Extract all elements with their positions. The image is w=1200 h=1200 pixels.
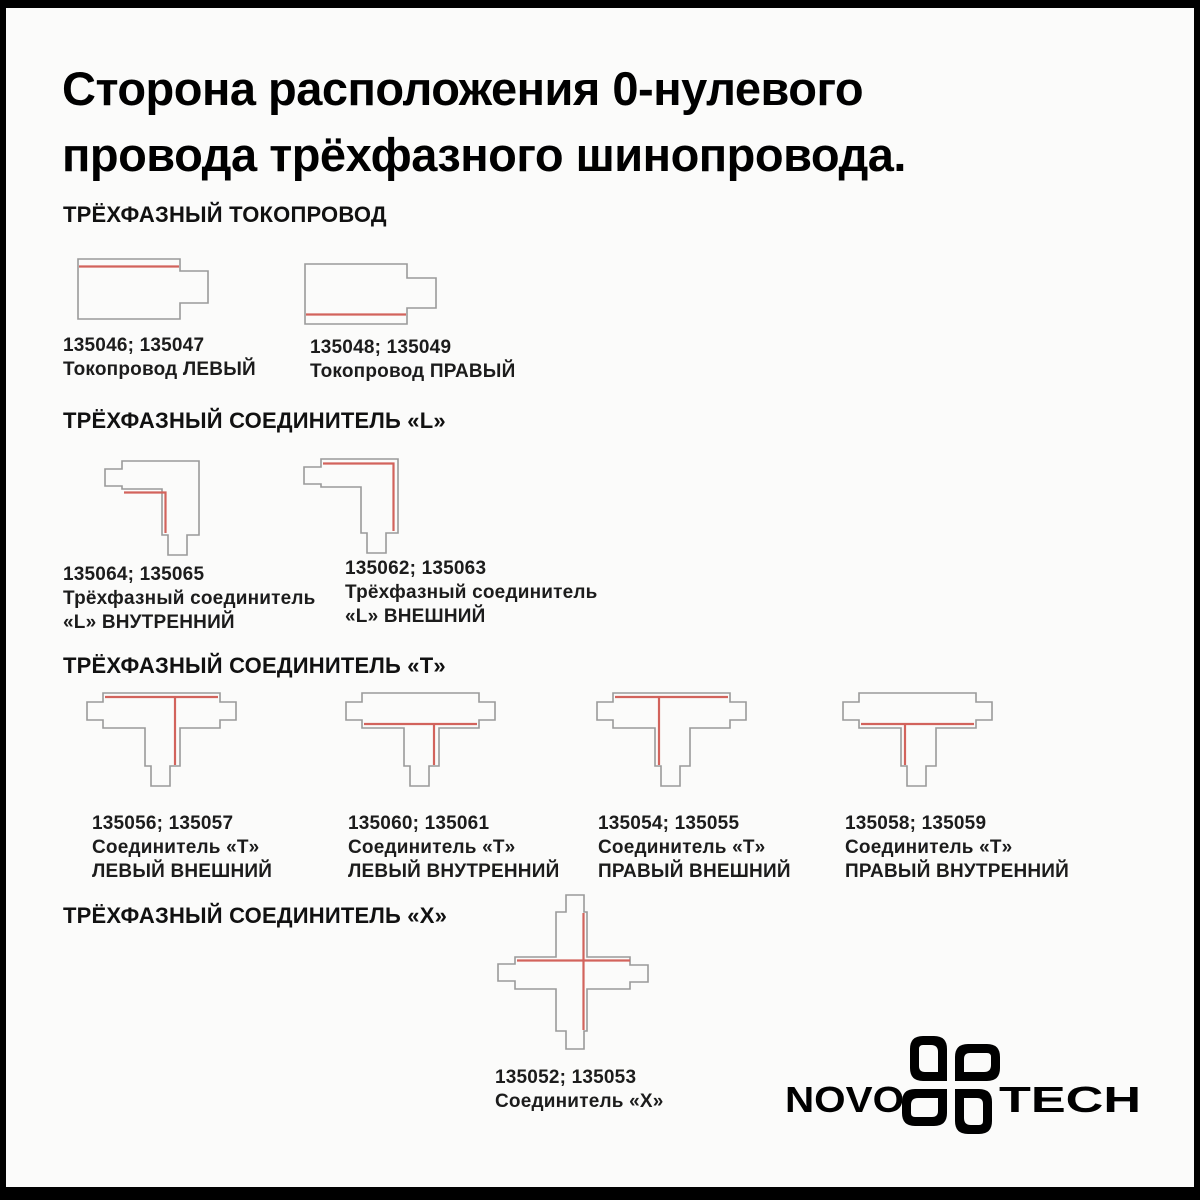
product-variant: «L» ВНУТРЕННИЙ: [63, 612, 235, 633]
product-code: 135054; 135055: [598, 813, 740, 834]
product-variant: «L» ВНЕШНИЙ: [345, 606, 486, 627]
neutral-wire-line: [323, 464, 394, 532]
diagram-t-right-outer: [595, 690, 748, 788]
product-name: Соединитель «Т»: [92, 837, 260, 858]
product-variant: ЛЕВЫЙ ВНЕШНИЙ: [92, 861, 273, 882]
figure-caption: [92, 812, 272, 884]
diagram-t-right-inner: [841, 690, 994, 788]
track-outline: [346, 693, 495, 786]
figure-caption: [495, 1066, 664, 1114]
figure-caption: [845, 812, 1069, 884]
page-title-line2: провода трёхфазного шинопровода.: [62, 128, 906, 181]
product-name: Соединитель «Т»: [598, 837, 766, 858]
product-name: Трёхфазный соединитель: [63, 588, 316, 609]
section-header-t: ТРЁХФАЗНЫЙ СОЕДИНИТЕЛЬ «Т»: [63, 653, 446, 678]
track-outline: [87, 693, 236, 786]
diagram-l-outer: [302, 457, 400, 555]
figure-caption: [310, 336, 515, 384]
diagram-t-left-outer: [85, 690, 238, 788]
page-title-line1: Сторона расположения 0-нулевого: [62, 62, 864, 115]
logo-text-novo: NOVO: [785, 1079, 904, 1120]
product-code: 135062; 135063: [345, 558, 487, 579]
product-variant: ПРАВЫЙ ВНУТРЕННИЙ: [845, 861, 1070, 882]
logo-text-tech: TECH: [999, 1079, 1141, 1120]
product-variant: ЛЕВЫЙ ВНУТРЕННИЙ: [348, 861, 560, 882]
track-outline: [498, 895, 648, 1049]
figure-caption: [348, 812, 559, 884]
product-code: 135058; 135059: [845, 813, 987, 834]
product-code: 135048; 135049: [310, 337, 452, 358]
track-outline: [843, 693, 992, 786]
product-name: Токопровод ПРАВЫЙ: [310, 361, 516, 382]
product-name: Соединитель «Т»: [348, 837, 516, 858]
diagram-feed-right: [304, 263, 438, 325]
figure-caption: [63, 563, 316, 635]
track-outline: [105, 461, 199, 555]
diagram-t-left-inner: [344, 690, 497, 788]
figure-caption: [63, 334, 256, 382]
product-code: 135064; 135065: [63, 564, 205, 585]
figure-caption: [345, 557, 598, 629]
product-name: Соединитель «Т»: [845, 837, 1013, 858]
product-name: Соединитель «Х»: [495, 1091, 664, 1112]
product-name: Токопровод ЛЕВЫЙ: [63, 359, 256, 380]
track-outline: [304, 459, 398, 553]
section-header-feed: ТРЁХФАЗНЫЙ ТОКОПРОВОД: [63, 202, 387, 227]
neutral-wire-line: [124, 493, 166, 534]
page-title: [62, 56, 1122, 188]
novotech-flower-icon: [902, 1036, 1000, 1134]
product-code: 135056; 135057: [92, 813, 234, 834]
product-variant: ПРАВЫЙ ВНЕШНИЙ: [598, 861, 791, 882]
product-code: 135060; 135061: [348, 813, 490, 834]
product-code: 135052; 135053: [495, 1067, 637, 1088]
section-header-l: ТРЁХФАЗНЫЙ СОЕДИНИТЕЛЬ «L»: [63, 408, 446, 433]
diagram-feed-left: [77, 258, 209, 320]
section-header-x: ТРЁХФАЗНЫЙ СОЕДИНИТЕЛЬ «Х»: [63, 903, 448, 928]
product-code: 135046; 135047: [63, 335, 205, 356]
diagram-l-inner: [103, 459, 201, 557]
track-outline: [78, 259, 208, 319]
figure-caption: [598, 812, 791, 884]
novotech-logo: [778, 1026, 1153, 1158]
product-name: Трёхфазный соединитель: [345, 582, 598, 603]
track-outline: [597, 693, 746, 786]
diagram-x-cross: [497, 894, 649, 1054]
